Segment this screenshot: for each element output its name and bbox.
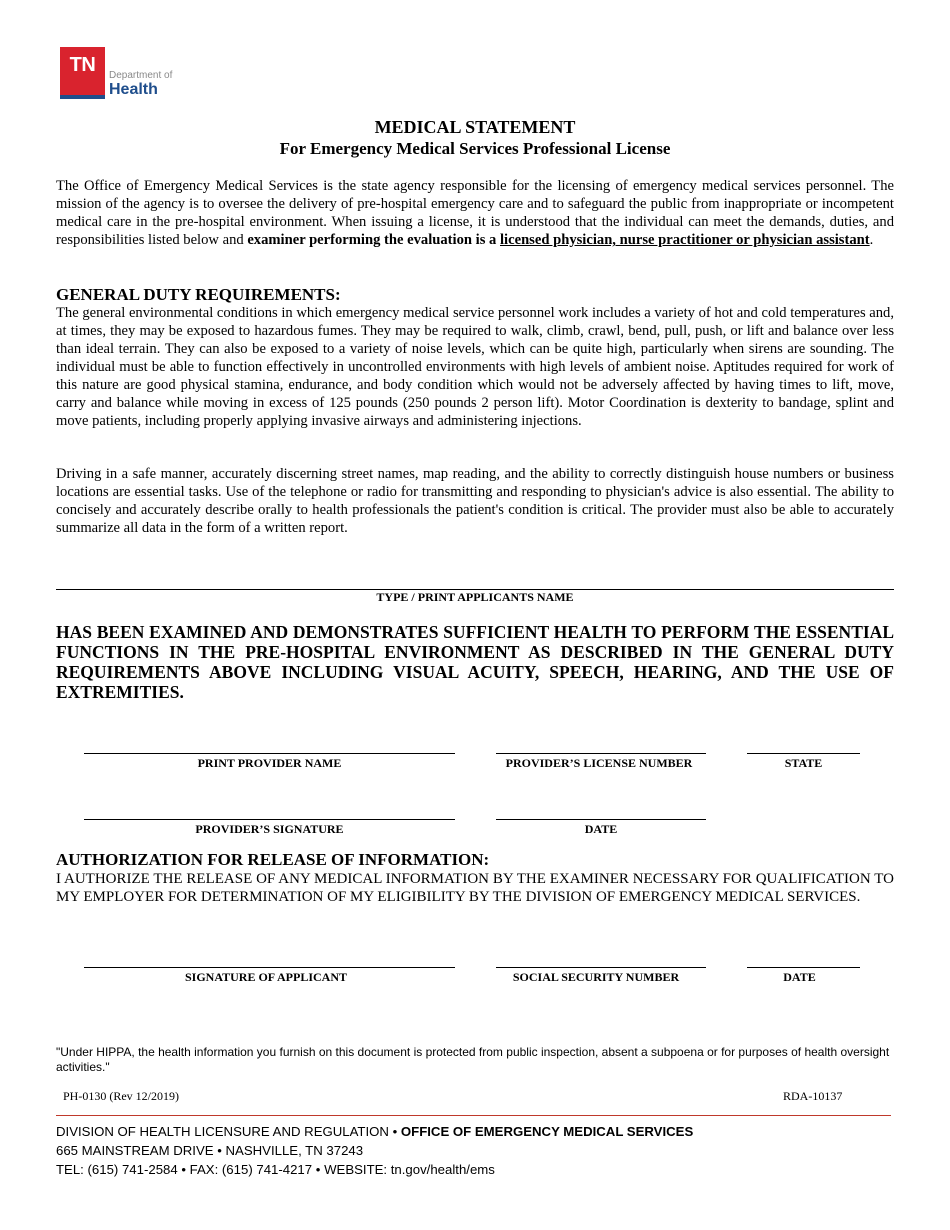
applicant-signature-field[interactable] xyxy=(84,967,455,968)
footer-website[interactable]: WEBSITE: tn.gov/health/ems xyxy=(324,1162,495,1177)
provider-license-label: PROVIDER’S LICENSE NUMBER xyxy=(505,756,693,770)
applicant-date-field[interactable] xyxy=(747,967,860,968)
provider-date-field[interactable] xyxy=(496,819,706,820)
applicant-name-label: TYPE / PRINT APPLICANTS NAME xyxy=(376,590,574,604)
logo-blue-bar xyxy=(60,95,105,99)
applicant-date-label: DATE xyxy=(783,970,816,984)
rda-number: RDA-10137 xyxy=(783,1089,843,1103)
page-title: MEDICAL STATEMENT xyxy=(374,117,576,137)
provider-license-field[interactable] xyxy=(496,753,706,754)
page-subtitle: For Emergency Medical Services Professional License xyxy=(279,139,671,158)
logo-dept: Department of xyxy=(109,70,173,81)
provider-name-field[interactable] xyxy=(84,753,455,754)
footer-office: OFFICE OF EMERGENCY MEDICAL SERVICES xyxy=(400,1124,694,1139)
footer-division-line: DIVISION OF HEALTH LICENSURE AND REGULATION • OFFICE OF EMERGENCY MEDICAL SERVICES xyxy=(56,1124,694,1139)
provider-name-label: PRINT PROVIDER NAME xyxy=(197,756,342,770)
provider-state-label: STATE xyxy=(784,756,823,770)
provider-state-field[interactable] xyxy=(747,753,860,754)
examiner-qualification: licensed physician, nurse practitioner or physician assistant xyxy=(500,232,870,248)
provider-signature-label: PROVIDER’S SIGNATURE xyxy=(195,822,344,836)
logo-abbr: TN xyxy=(69,54,96,76)
logo-health: Health xyxy=(109,81,158,98)
examined-statement: HAS BEEN EXAMINED AND DEMONSTRATES SUFFICIENT HEALTH TO PERFORM THE ESSENTIAL FUNCTIONS IN THE PRE-HOSPITAL ENVIRONMENT AS DESCRIBED IN THE GENERAL DUTY REQUIREMENTS ABOVE INCLUDING VISUAL ACUITY, SPEECH, HEARING, AND THE USE OF EXTREMITIES. xyxy=(56,622,894,702)
general-duty-paragraph: The general environmental conditions in which emergency medical service personnel work includes a variety of hot and cold temperatures and, at times, they may be exposed to hazardous fumes. They may be required to walk, climb, crawl, bend, pull, push, or lift and balance over less than ideal terrain. They can also be exposed to a variety of noise levels, which can be quite high, particularly when sirens are sounding. The individual must be able to function effectively in uncontrolled environments with high levels of ambient noise. Aptitudes required for work of this nature are good physical stamina, endurance, and body condition which would not be adversely affected by having times to lift, move, carry and balance while moving in excess of 125 pounds (250 pounds 2 person lift). Motor Coordination is dexterity to bandage, splint and move patients, including properly applying invasive airways and administering injections. xyxy=(56,305,894,429)
footer-divider xyxy=(56,1115,891,1116)
footer-address: 665 MAINSTREAM DRIVE • NASHVILLE, TN 37243 xyxy=(56,1143,364,1158)
ssn-field[interactable] xyxy=(496,967,706,968)
ssn-label: SOCIAL SECURITY NUMBER xyxy=(512,970,680,984)
provider-signature-field[interactable] xyxy=(84,819,455,820)
intro-paragraph: The Office of Emergency Medical Services is the state agency responsible for the licensing of emergency medical services personnel. The mission of the agency is to oversee the delivery of pre-hospital emergency care and to safeguard the public from inappropriate or incompetent medical care in the pre-hospital environment. When issuing a license, it is understood that the individual can meet the demands, duties, and responsibilities listed below and examiner performing the evaluation is a licensed physician, nurse practitioner or physician assistant. xyxy=(56,178,894,248)
applicant-signature-label: SIGNATURE OF APPLICANT xyxy=(184,970,348,984)
authorization-heading: AUTHORIZATION FOR RELEASE OF INFORMATION: xyxy=(56,850,490,869)
form-number: PH-0130 (Rev 12/2019) xyxy=(63,1089,179,1103)
general-duty-heading: GENERAL DUTY REQUIREMENTS: xyxy=(56,285,341,304)
footer-contact: TEL: (615) 741-2584 • FAX: (615) 741-4217 • WEBSITE: tn.gov/health/ems xyxy=(56,1162,495,1177)
provider-date-label: DATE xyxy=(584,822,618,836)
authorization-text: I AUTHORIZE THE RELEASE OF ANY MEDICAL INFORMATION BY THE EXAMINER NECESSARY FOR QUALIFICATION TO MY EMPLOYER FOR DETERMINATION OF MY ELIGIBILITY BY THE DIVISION OF EMERGENCY MEDICAL SERVICES. xyxy=(56,871,894,905)
hippa-note: "Under HIPPA, the health information you furnish on this document is protected from public inspection, absent a subpoena or for purposes of health oversight activities." xyxy=(56,1045,890,1074)
driving-paragraph: Driving in a safe manner, accurately discerning street names, map reading, and the ability to correctly distinguish house numbers or business locations are essential tasks. Use of the telephone or radio for transmitting and responding to physician's advice is also essential. The ability to concisely and accurately describe orally to health professionals the patient's condition is critical. The provider must also be able to accurately summarize all data in the form of a written report. xyxy=(56,466,894,536)
